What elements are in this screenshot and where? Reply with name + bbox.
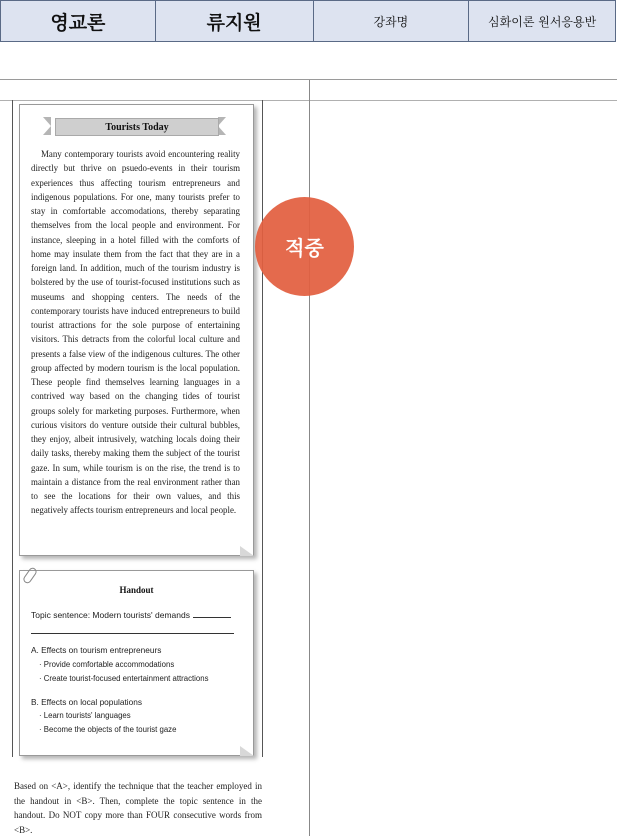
right-inner-rule xyxy=(262,100,263,757)
list-item-text: Create tourist-focused entertainment attractions xyxy=(43,674,209,683)
answer-blank xyxy=(193,609,231,618)
bullet: · xyxy=(39,674,42,683)
list-item xyxy=(39,674,208,683)
page-curl xyxy=(240,546,254,556)
course-label-cell: 강좌명 xyxy=(313,1,469,41)
topic-sentence xyxy=(31,609,231,620)
banner-ribbon-left xyxy=(43,117,51,135)
topic-sentence-text: Topic sentence: Modern tourists' demands xyxy=(31,610,190,620)
handout-title: Handout xyxy=(119,585,154,595)
banner-ribbon-right xyxy=(218,117,226,135)
hit-stamp: 적중 xyxy=(255,197,354,296)
page-curl xyxy=(240,746,254,756)
section-a-heading: A. Effects on tourism entrepreneurs xyxy=(31,645,162,655)
course-name-cell: 심화이론 원서응용반 xyxy=(468,1,616,41)
list-item-text: Learn tourists' languages xyxy=(43,711,131,720)
question-text: Based on <A>, identify the technique that the teacher employed in the handout in <B>. Then, complete the topic sentence in the handout. Do NOT copy more than FOUR consecutive words from <B>. xyxy=(14,781,262,835)
list-item-text: Become the objects of the tourist gaze xyxy=(43,725,177,734)
reading-title: Tourists Today xyxy=(55,118,219,136)
left-inner-rule xyxy=(12,100,13,757)
list-item xyxy=(39,660,174,669)
reading-passage: Many contemporary tourists avoid encountering reality directly but thrive on psuedo-events in their tourism experiences thus affecting tourism entrepreneurs and indigenous populations. For one, many tourists prefer to stay in comfortable accomodations, thereby separating themselves from the local people and environment. For instance, sleeping in a hotel filled with the comforts of home may insulate them from the fact that they are in a foreign land. In addition, much of the tourism industry is bolstered by the use of tourist-focused institutions such as museums and shopping centers. The needs of the contemporary tourists have induced entrepreneurs to build tourist attractions for the sole purpose of entertaining visitors. This detracts from the colorful local culture and presents a false view of the indigenous cultures. The other group affected by modern tourism is the local population. These people find themselves learning languages in a contrived way based on the changing tides of tourist groups solely for marketing purposes. Furthermore, when curious visitors do venture outside their cultural bubbles, they enjoy, albeit intrusively, watching locals doing their daily tasks, thereby making them the subject of the tourist gaze. In sum, while tourism is on the rise, the trend is to maintain a distance from the real environment rather than to see the locations for their own values, and this negatively affects tourism entrepreneurs and local people. xyxy=(31,149,240,516)
answer-line xyxy=(31,633,234,634)
section-b-heading: B. Effects on local populations xyxy=(31,697,143,707)
header-table xyxy=(0,0,616,42)
author-cell: 영교론 xyxy=(0,1,155,41)
column-divider xyxy=(309,80,310,836)
bullet: · xyxy=(39,725,42,734)
bullet: · xyxy=(39,711,42,720)
list-item-text: Provide comfortable accommodations xyxy=(43,660,175,669)
list-item xyxy=(39,711,131,720)
list-item xyxy=(39,725,176,734)
bullet: · xyxy=(39,660,42,669)
instructor-name-cell: 류지원 xyxy=(155,1,313,41)
